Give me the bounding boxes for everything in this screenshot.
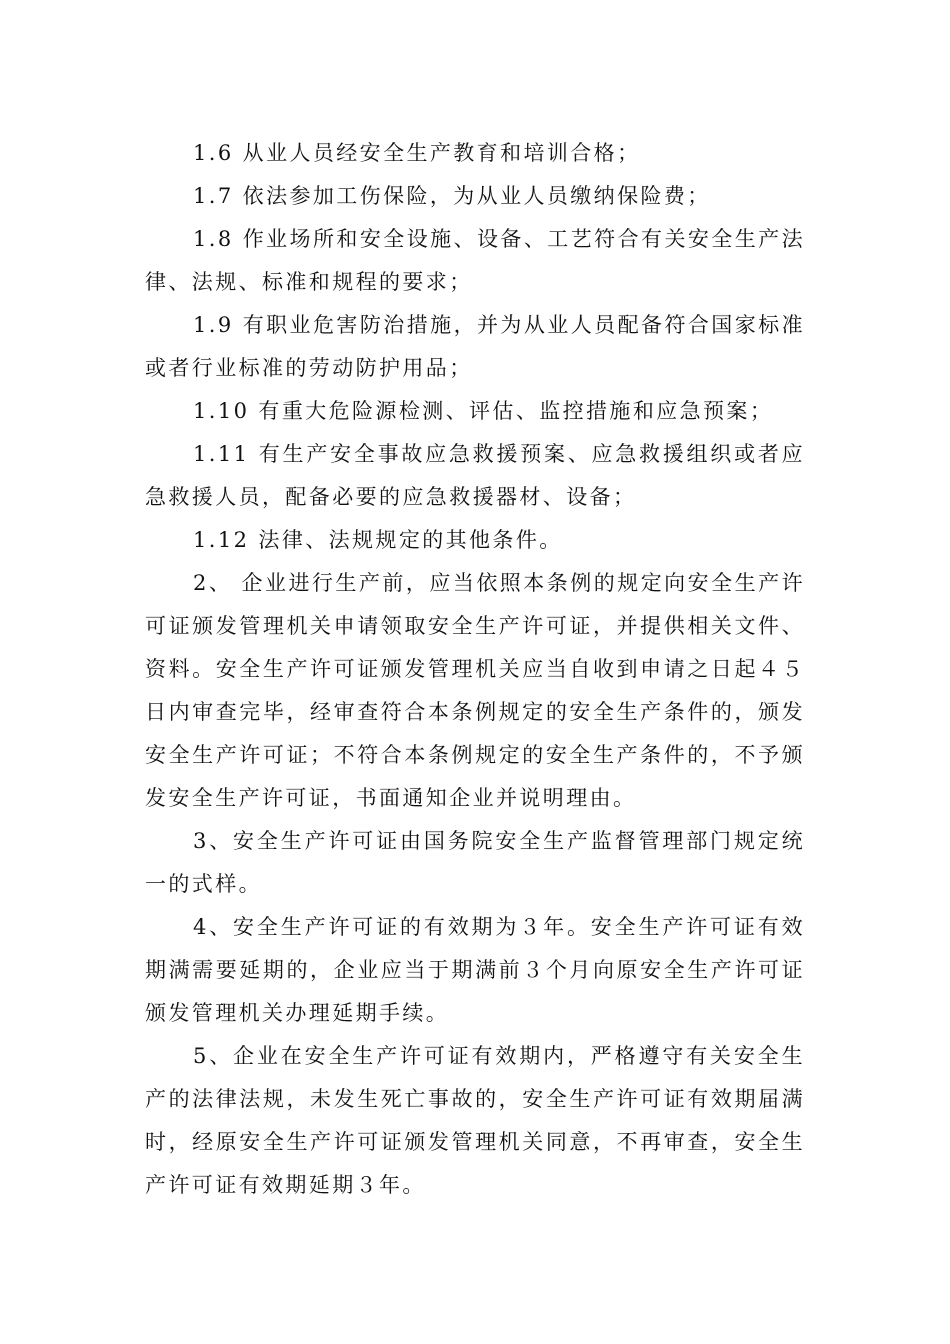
paragraph-3: 3、安全生产许可证由国务院安全生产监督管理部门规定统一的式样。 [145,829,805,896]
document-body [145,132,805,1207]
paragraph-4: 4、安全生产许可证的有效期为３年。安全生产许可证有效期满需要延期的，企业应当于期满前３个月向原安全生产许可证颁发管理机关办理延期手续。 [145,915,805,1025]
paragraph-5: 5、企业在安全生产许可证有效期内，严格遵守有关安全生产的法律法规，未发生死亡事故的，安全生产许可证有效期届满时，经原安全生产许可证颁发管理机关同意，不再审查，安全生产许可证有效期延期３年。 [145,1044,805,1197]
paragraph-1-9: 1.9 有职业危害防治措施，并为从业人员配备符合国家标准或者行业标准的劳动防护用品； [145,313,805,380]
paragraph-1-7: 1.7 依法参加工伤保险，为从业人员缴纳保险费； [193,184,711,208]
paragraph-2: 2、 企业进行生产前，应当依照本条例的规定向安全生产许可证颁发管理机关申请领取安全生产许可证，并提供相关文件、资料。安全生产许可证颁发管理机关应当自收到申请之日起４５日内审查完毕，经审查符合本条例规定的安全生产条件的，颁发安全生产许可证；不符合本条例规定的安全生产条件的，不予颁发安全生产许可证，书面通知企业并说明理由。 [145,571,805,810]
paragraph-1-11: 1.11 有生产安全事故应急救援预案、应急救援组织或者应急救援人员，配备必要的应急救援器材、设备； [145,442,805,509]
paragraph-1-10: 1.10 有重大危险源检测、评估、监控措施和应急预案； [193,399,774,423]
paragraph-1-12: 1.12 法律、法规规定的其他条件。 [193,528,563,552]
paragraph-1-6: 1.6 从业人员经安全生产教育和培训合格； [193,141,641,165]
paragraph-1-8: 1.8 作业场所和安全设施、设备、工艺符合有关安全生产法律、法规、标准和规程的要求； [145,227,805,294]
